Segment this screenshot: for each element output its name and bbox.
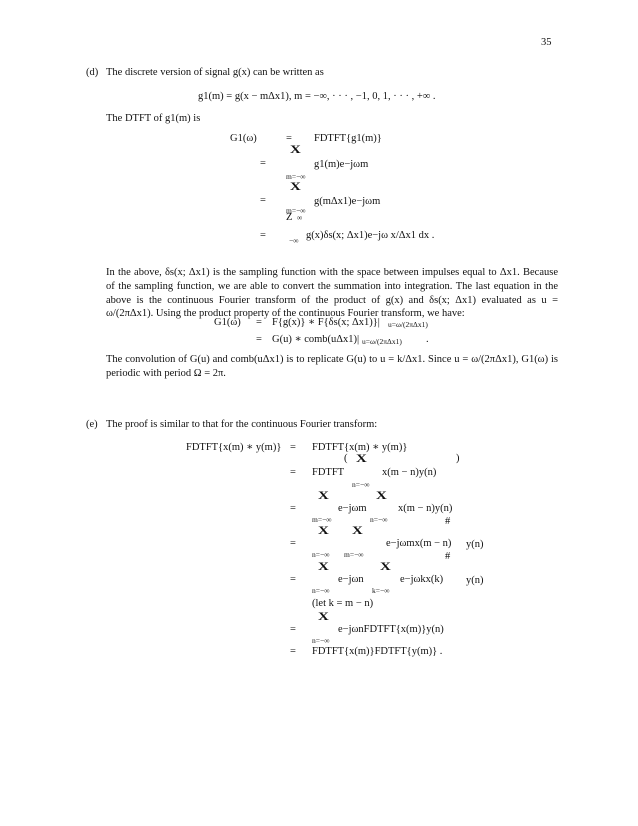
prod-lhs: G1(ω)	[214, 317, 241, 328]
prod-row2-end: .	[426, 334, 429, 345]
sum-lower-limit: m=−∞	[312, 515, 332, 524]
conv-row-text: FDTFT{x(m) ∗ y(m)}	[312, 442, 408, 453]
integral-symbol: Z	[286, 212, 293, 223]
sum-lower-limit: n=−∞	[312, 636, 330, 645]
conv-row-text: e−jωmx(m − n)	[386, 538, 452, 549]
conv-row-text: y(n)	[466, 539, 484, 550]
conv-row-text: e−jωnFDTFT{x(m)}y(n)	[338, 624, 444, 635]
summation-symbol: X	[318, 611, 329, 624]
sum-lower-limit: m=−∞	[344, 550, 364, 559]
sum-lower-limit: k=−∞	[372, 586, 390, 595]
summation-symbol: X	[376, 490, 387, 503]
conv-lhs: FDTFT{x(m) ∗ y(m)}	[186, 442, 282, 453]
summation-symbol: X	[318, 525, 329, 538]
conv-row-text: e−jωm	[338, 503, 367, 514]
paragraph-periodicity: The convolution of G(u) and comb(uΔx1) is to replicate G(u) to u = k/Δx1. Since u = ω/(2πΔx1), G1(ω) is periodic with period Ω = 2π.	[106, 354, 558, 379]
conv-row-text: y(n)	[466, 575, 484, 586]
conv-row-text: x(m − n)y(n)	[382, 467, 437, 478]
summation-symbol: X	[318, 561, 329, 574]
summation-symbol: X	[290, 144, 301, 157]
deriv-row3: g(mΔx1)e−jωm	[314, 196, 381, 207]
summation-symbol: X	[356, 453, 367, 466]
sum-lower-limit: n=−∞	[352, 480, 370, 489]
hash-bracket: #	[445, 516, 451, 527]
deriv-row2: g1(m)e−jωm	[314, 159, 369, 170]
conv-eq: =	[290, 646, 296, 657]
deriv-row4: g(x)δs(x; Δx1)e−jω x/Δx1 dx .	[306, 230, 435, 241]
paragraph-sampling-explanation: In the above, δs(x; Δx1) is the sampling function with the space between impulses equal to Δx1. Because of the sampling function, we are able to convert the summation into integration. The last equation in the above is the continuous Fourier transform of the product of g(x) and δs(x; Δx1) evaluated as u = ω/(2πΔx1). Using the product property of the continuous Fourier transform, we have:	[106, 267, 558, 320]
prod-row2-subscript: u=ω/(2πΔx1)	[362, 337, 402, 346]
part-e-label: (e)	[86, 419, 98, 430]
conv-eq: =	[290, 467, 296, 478]
conv-eq: =	[290, 442, 296, 453]
prod-row2: G(u) ∗ comb(uΔx1)|	[272, 334, 360, 345]
dtft-intro: The DTFT of g1(m) is	[106, 113, 201, 124]
deriv-eq4: =	[260, 230, 266, 241]
conv-row-text: FDTFT{x(m)}FDTFT{y(m)} .	[312, 646, 443, 657]
conv-row-text: x(m − n)y(n)	[398, 503, 453, 514]
deriv-lhs: G1(ω)	[230, 133, 257, 144]
summation-symbol: X	[352, 525, 363, 538]
deriv-row1: FDTFT{g1(m)}	[314, 133, 382, 144]
conv-eq: =	[290, 624, 296, 635]
sum-lower-limit: n=−∞	[370, 515, 388, 524]
part-d-label: (d)	[86, 67, 99, 78]
prod-eq2: =	[256, 334, 262, 345]
conv-eq: =	[290, 574, 296, 585]
sum-lower-limit: m=−∞	[286, 172, 306, 181]
conv-row-text: e−jωn	[338, 574, 364, 585]
conv-eq: =	[290, 503, 296, 514]
integral-upper-limit: ∞	[297, 213, 303, 222]
deriv-eq2: =	[260, 158, 266, 169]
page-number: 35	[541, 37, 552, 48]
prod-row1-subscript: u=ω/(2πΔx1)	[388, 320, 428, 329]
sum-lower-limit: n=−∞	[312, 586, 330, 595]
sum-lower-limit: m=−∞	[286, 206, 306, 215]
summation-symbol: X	[380, 561, 391, 574]
prod-eq1: =	[256, 317, 262, 328]
deriv-eq3: =	[260, 195, 266, 206]
hash-bracket: #	[445, 551, 451, 562]
sum-lower-limit: n=−∞	[312, 550, 330, 559]
substitution-note: (let k = m − n)	[312, 598, 374, 609]
integral-lower-limit: −∞	[289, 236, 299, 245]
part-d-intro: The discrete version of signal g(x) can be written as	[106, 67, 324, 78]
brace-close: )	[456, 453, 460, 464]
summation-symbol: X	[318, 490, 329, 503]
conv-row-text: e−jωkx(k)	[400, 574, 444, 585]
equation-discrete-signal: g1(m) = g(x − mΔx1), m = −∞, · · · , −1, 0, 1, · · · , +∞ .	[198, 91, 436, 102]
prod-row1: F{g(x)} ∗ F{δs(x; Δx1)}|	[272, 317, 380, 328]
part-e-intro: The proof is similar to that for the continuous Fourier transform:	[106, 419, 378, 430]
conv-row-text: FDTFT	[312, 467, 345, 478]
summation-symbol: X	[290, 181, 301, 194]
deriv-eq1: =	[286, 133, 292, 144]
brace-open: (	[344, 453, 348, 464]
conv-eq: =	[290, 538, 296, 549]
